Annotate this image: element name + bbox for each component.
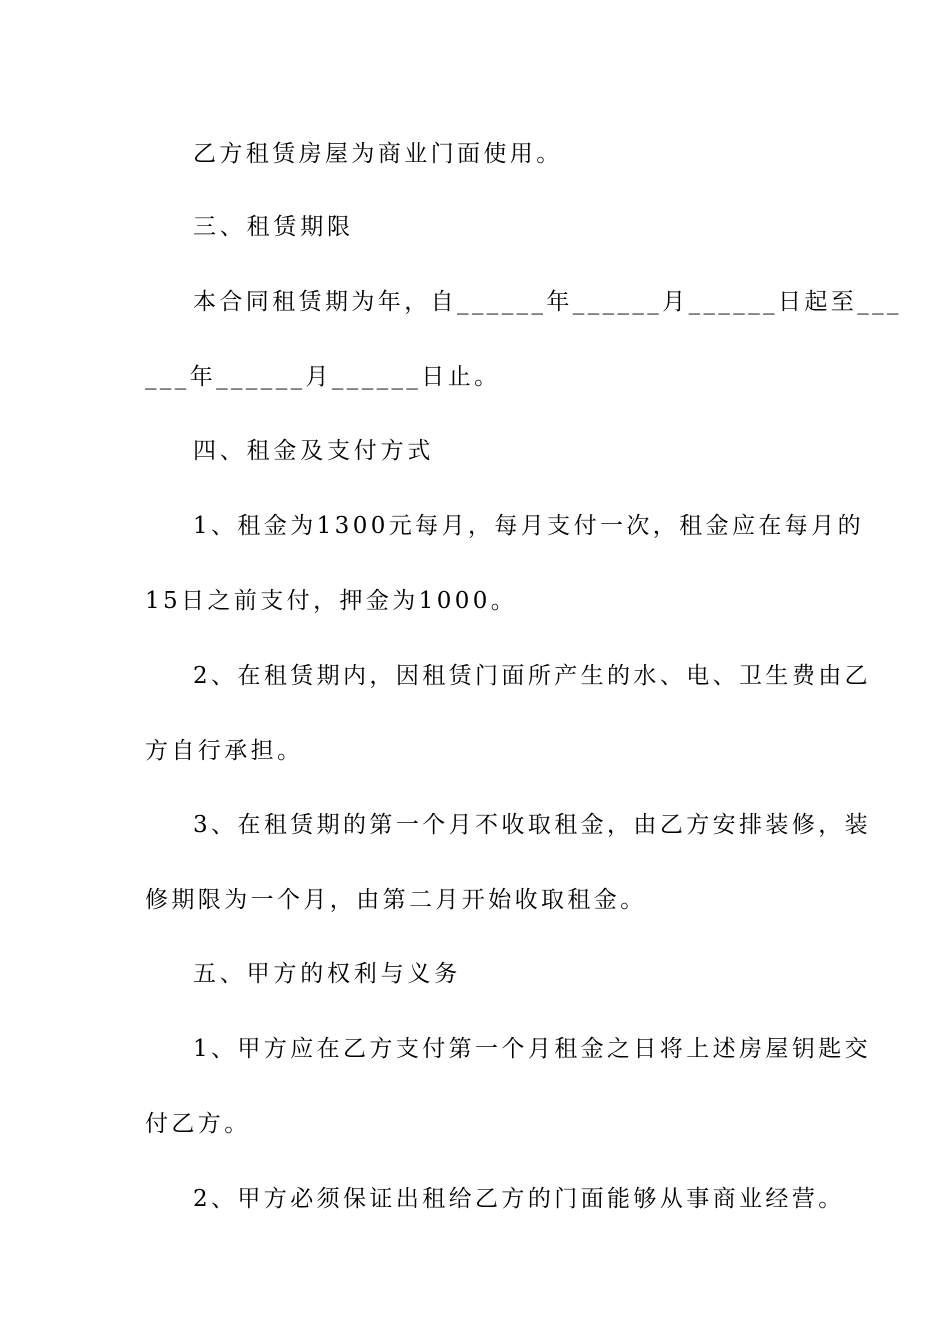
paragraph-lease-term-line-2: ___年______月______日止。 xyxy=(145,364,501,390)
clause-business-use: 2、甲方必须保证出租给乙方的门面能够从事商业经营。 xyxy=(193,1186,845,1212)
paragraph-lease-term-line-1: 本合同租赁期为年，自______年______月______日起至___ xyxy=(193,289,902,315)
clause-utilities-line-1: 2、在租赁期内，因租赁门面所产生的水、电、卫生费由乙 xyxy=(193,663,872,689)
section-heading-landlord-rights: 五、甲方的权利与义务 xyxy=(193,961,461,987)
clause-renovation-line-1: 3、在租赁期的第一个月不收取租金，由乙方安排装修，装 xyxy=(193,812,872,838)
section-heading-lease-term: 三、租赁期限 xyxy=(193,214,354,240)
clause-rent-amount-line-1: 1、租金为1300元每月，每月支付一次，租金应在每月的 xyxy=(193,513,864,539)
clause-rent-amount-line-2: 15日之前支付，押金为1000。 xyxy=(145,588,518,614)
paragraph-usage: 乙方租赁房屋为商业门面使用。 xyxy=(193,141,563,167)
clause-renovation-line-2: 修期限为一个月，由第二月开始收取租金。 xyxy=(145,887,647,913)
section-heading-rent-payment: 四、租金及支付方式 xyxy=(193,438,435,464)
clause-key-handover-line-2: 付乙方。 xyxy=(145,1111,251,1137)
clause-utilities-line-2: 方自行承担。 xyxy=(145,738,304,764)
clause-key-handover-line-1: 1、甲方应在乙方支付第一个月租金之日将上述房屋钥匙交 xyxy=(193,1036,872,1062)
